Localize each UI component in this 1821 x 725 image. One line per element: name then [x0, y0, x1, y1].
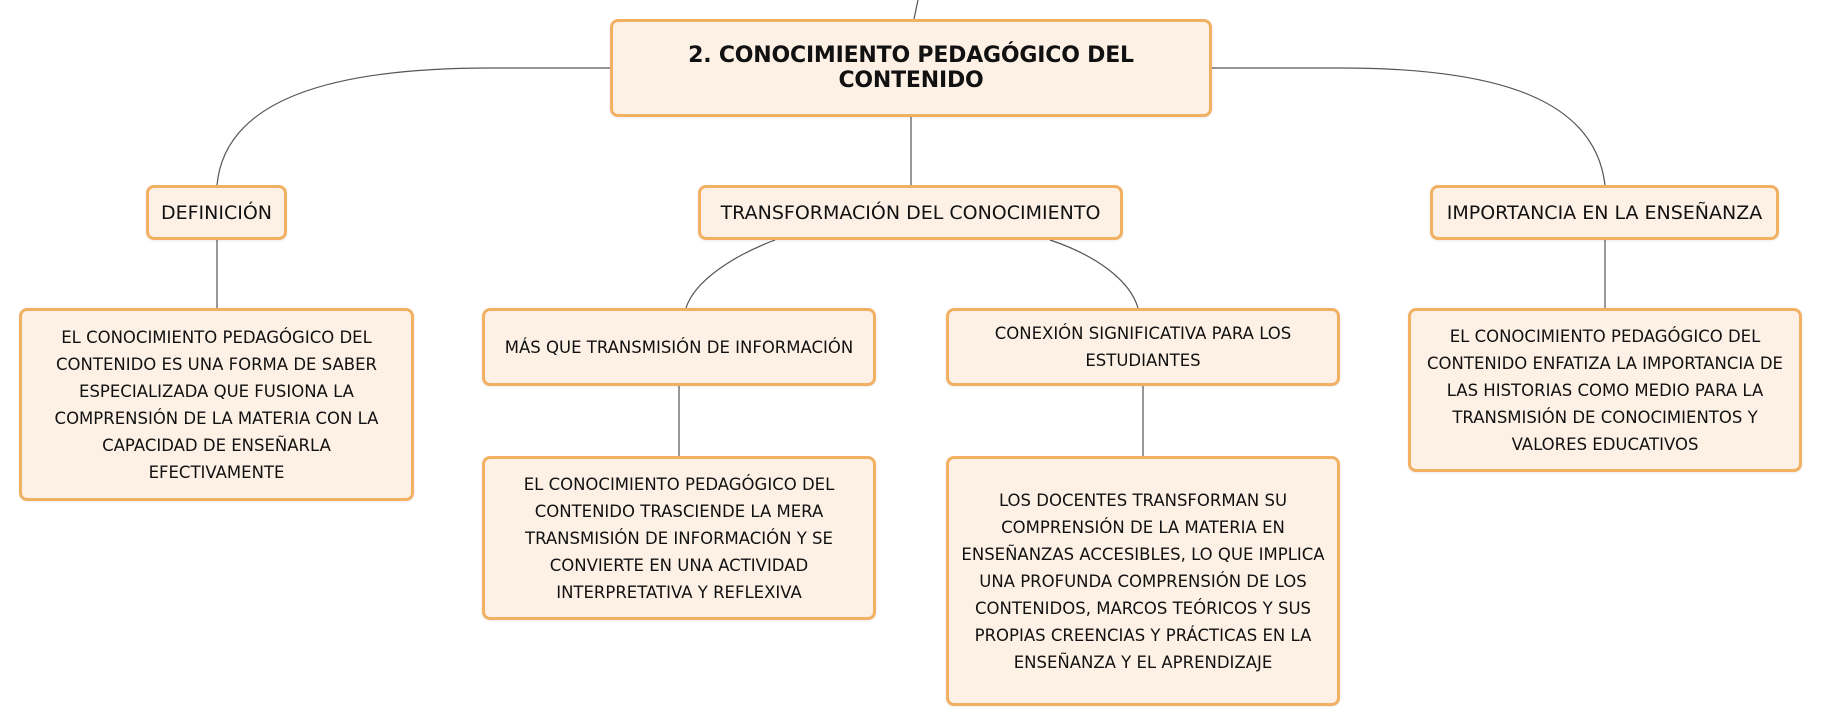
sub-node-conexion-significativa[interactable]: [946, 308, 1340, 386]
branch-node-transformacion[interactable]: [698, 185, 1123, 240]
branch-node-label: TRANSFORMACIÓN DEL CONOCIMIENTO: [720, 201, 1101, 224]
connector-root-definicion: [217, 68, 610, 185]
leaf-node-text: LOS DOCENTES TRANSFORMAN SU COMPRENSIÓN DE LA MATERIA EN ENSEÑANZAS ACCESIBLES, LO QUE IMPLICA UNA PROFUNDA COMPRENSIÓN DE LOS CONTENIDOS, MARCOS TEÓRICOS Y SUS PROPIAS CREENCIAS Y PRÁCTICAS EN LA ENSEÑANZA Y EL APRENDIZAJE: [961, 490, 1325, 672]
leaf-node-text: EL CONOCIMIENTO PEDAGÓGICO DEL CONTENIDO TRASCIENDE LA MERA TRANSMISIÓN DE INFORMACIÓN Y SE CONVIERTE EN UNA ACTIVIDAD INTERPRETATIVA Y REFLEXIVA: [523, 474, 835, 602]
connector-incoming: [914, 0, 918, 19]
sub-node-label: CONEXIÓN SIGNIFICATIVA PARA LOS ESTUDIANTES: [994, 324, 1292, 370]
branch-node-definicion[interactable]: [146, 185, 287, 240]
connector-transform-mas: [686, 240, 775, 308]
connector-transform-conexion: [1050, 240, 1138, 308]
branch-node-label: IMPORTANCIA EN LA ENSEÑANZA: [1446, 201, 1763, 224]
branch-node-importancia[interactable]: [1430, 185, 1779, 240]
leaf-node-text: EL CONOCIMIENTO PEDAGÓGICO DEL CONTENIDO ES UNA FORMA DE SABER ESPECIALIZADA QUE FUSIONA LA COMPRENSIÓN DE LA MATERIA CON LA CAPACIDAD DE ENSEÑARLA EFECTIVAMENTE: [54, 327, 379, 482]
leaf-node-conexion-detail[interactable]: [946, 456, 1340, 706]
leaf-node-importancia-detail[interactable]: [1408, 308, 1802, 472]
branch-node-label: DEFINICIÓN: [160, 201, 273, 224]
sub-node-mas-que-transmision[interactable]: [482, 308, 876, 386]
root-node-label: 2. CONOCIMIENTO PEDAGÓGICO DEL CONTENIDO: [688, 43, 1134, 93]
leaf-node-mas-que-detail[interactable]: [482, 456, 876, 620]
root-node[interactable]: [610, 19, 1212, 117]
connector-root-importancia: [1212, 68, 1605, 185]
leaf-node-definicion-detail[interactable]: [19, 308, 414, 501]
leaf-node-text: EL CONOCIMIENTO PEDAGÓGICO DEL CONTENIDO ENFATIZA LA IMPORTANCIA DE LAS HISTORIAS COMO MEDIO PARA LA TRANSMISIÓN DE CONOCIMIENTOS Y VALORES EDUCATIVOS: [1427, 326, 1783, 454]
sub-node-label: MÁS QUE TRANSMISIÓN DE INFORMACIÓN: [504, 337, 854, 357]
